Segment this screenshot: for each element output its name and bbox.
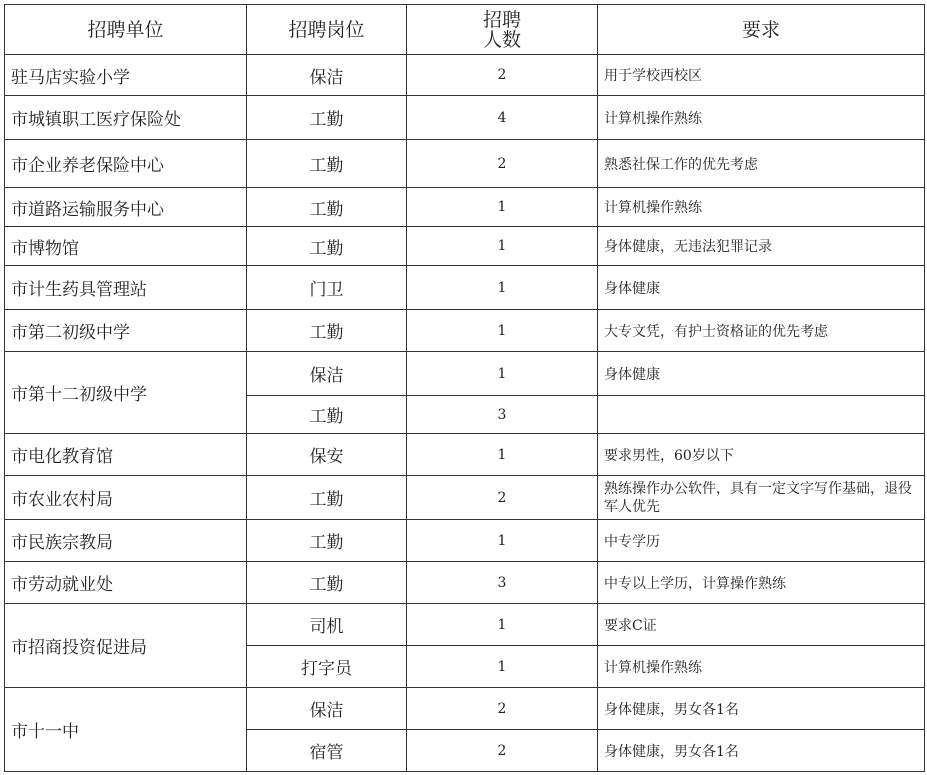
count-cell: 1 — [407, 227, 598, 266]
table-row — [5, 434, 925, 476]
unit-cell: 市博物馆 — [5, 227, 247, 266]
post-cell: 门卫 — [247, 266, 407, 310]
count-cell: 2 — [407, 140, 598, 188]
requirement-cell: 要求男性，60岁以下 — [598, 434, 925, 476]
post-cell: 宿管 — [247, 730, 407, 772]
count-cell: 3 — [407, 396, 598, 434]
table-row — [5, 140, 925, 188]
unit-cell: 市道路运输服务中心 — [5, 188, 247, 227]
header-row — [5, 5, 925, 55]
header-requirement: 要求 — [598, 5, 925, 55]
header-post: 招聘岗位 — [247, 5, 407, 55]
count-cell: 1 — [407, 266, 598, 310]
count-cell: 1 — [407, 188, 598, 227]
post-cell: 工勤 — [247, 188, 407, 227]
count-cell: 3 — [407, 562, 598, 604]
recruitment-table — [4, 4, 925, 772]
requirement-cell: 计算机操作熟练 — [598, 646, 925, 688]
requirement-cell: 身体健康，无违法犯罪记录 — [598, 227, 925, 266]
post-cell: 工勤 — [247, 140, 407, 188]
post-cell: 工勤 — [247, 562, 407, 604]
post-cell: 打字员 — [247, 646, 407, 688]
count-cell: 1 — [407, 434, 598, 476]
count-cell: 2 — [407, 688, 598, 730]
post-cell: 保安 — [247, 434, 407, 476]
count-cell: 2 — [407, 476, 598, 520]
post-cell: 工勤 — [247, 96, 407, 140]
unit-cell: 市企业养老保险中心 — [5, 140, 247, 188]
table-row — [5, 266, 925, 310]
count-cell: 1 — [407, 352, 598, 396]
unit-cell: 市民族宗教局 — [5, 520, 247, 562]
unit-cell: 市农业农村局 — [5, 476, 247, 520]
requirement-cell: 计算机操作熟练 — [598, 96, 925, 140]
post-cell: 工勤 — [247, 476, 407, 520]
count-cell: 1 — [407, 646, 598, 688]
requirement-cell: 熟悉社保工作的优先考虑 — [598, 140, 925, 188]
unit-cell: 驻马店实验小学 — [5, 55, 247, 96]
post-cell: 工勤 — [247, 520, 407, 562]
post-cell: 保洁 — [247, 688, 407, 730]
unit-cell: 市劳动就业处 — [5, 562, 247, 604]
post-cell: 保洁 — [247, 352, 407, 396]
requirement-cell: 身体健康 — [598, 352, 925, 396]
requirement-cell: 身体健康，男女各1名 — [598, 730, 925, 772]
requirement-cell: 要求C证 — [598, 604, 925, 646]
requirement-cell: 用于学校西校区 — [598, 55, 925, 96]
requirement-cell: 中专以上学历，计算操作熟练 — [598, 562, 925, 604]
requirement-cell: 计算机操作熟练 — [598, 188, 925, 227]
unit-cell: 市第十二初级中学 — [5, 352, 247, 434]
table-row — [5, 604, 925, 646]
requirement-cell: 大专文凭，有护士资格证的优先考虑 — [598, 310, 925, 352]
unit-cell: 市电化教育馆 — [5, 434, 247, 476]
count-cell: 1 — [407, 604, 598, 646]
table-row — [5, 188, 925, 227]
unit-cell: 市城镇职工医疗保险处 — [5, 96, 247, 140]
table-row — [5, 352, 925, 396]
table-row — [5, 310, 925, 352]
table-row — [5, 476, 925, 520]
count-cell: 1 — [407, 520, 598, 562]
table-row — [5, 227, 925, 266]
count-cell: 2 — [407, 730, 598, 772]
table-row — [5, 520, 925, 562]
table-row — [5, 55, 925, 96]
unit-cell: 市十一中 — [5, 688, 247, 772]
post-cell: 保洁 — [247, 55, 407, 96]
requirement-cell: 身体健康 — [598, 266, 925, 310]
unit-cell: 市第二初级中学 — [5, 310, 247, 352]
requirement-cell: 身体健康，男女各1名 — [598, 688, 925, 730]
table-row — [5, 96, 925, 140]
count-cell: 1 — [407, 310, 598, 352]
post-cell: 工勤 — [247, 227, 407, 266]
table-row — [5, 562, 925, 604]
requirement-cell: 中专学历 — [598, 520, 925, 562]
unit-cell: 市招商投资促进局 — [5, 604, 247, 688]
header-count-line2: 人数 — [482, 28, 521, 51]
table-row — [5, 688, 925, 730]
post-cell: 司机 — [247, 604, 407, 646]
count-cell: 4 — [407, 96, 598, 140]
header-count-line1: 招聘 — [482, 8, 521, 31]
requirement-cell — [598, 396, 925, 434]
unit-cell: 市计生药具管理站 — [5, 266, 247, 310]
header-unit: 招聘单位 — [5, 5, 247, 55]
post-cell: 工勤 — [247, 396, 407, 434]
count-cell: 2 — [407, 55, 598, 96]
header-count — [407, 5, 598, 55]
requirement-cell: 熟练操作办公软件，具有一定文字写作基础，退役军人优先 — [598, 476, 925, 520]
post-cell: 工勤 — [247, 310, 407, 352]
